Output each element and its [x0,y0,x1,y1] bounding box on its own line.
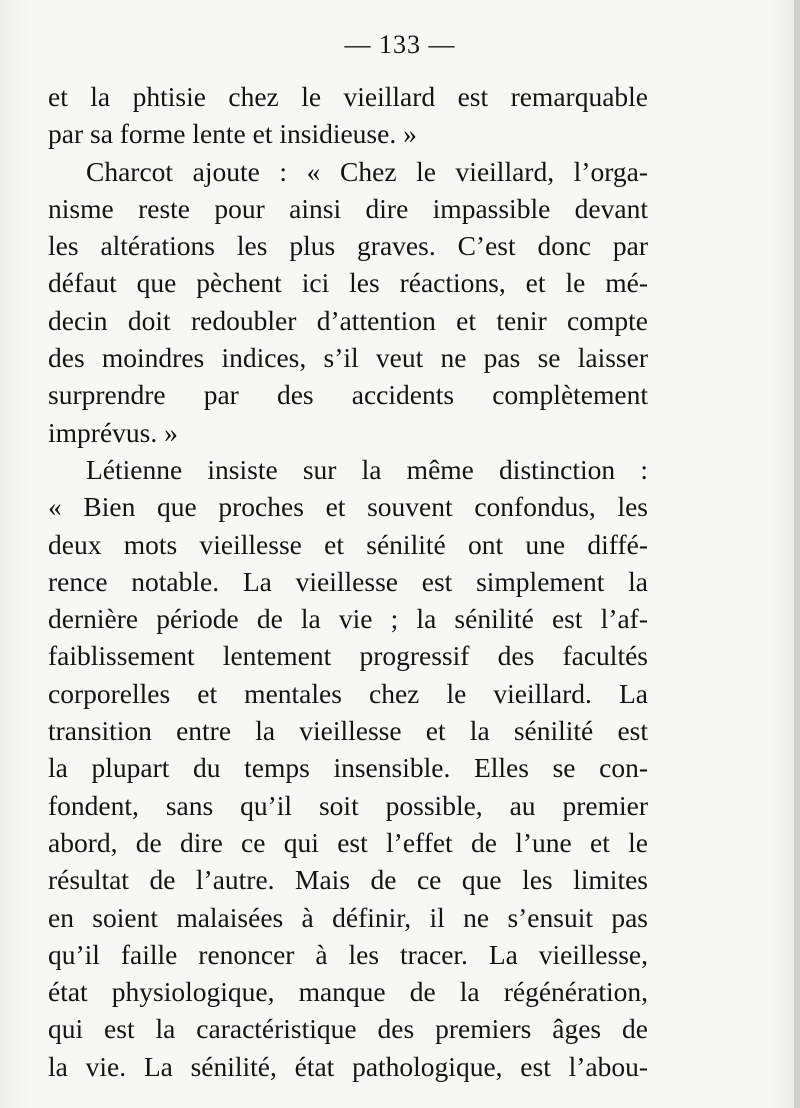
text-line: en soient malaisées à définir, il ne s’ensuit pas [48,901,648,933]
text-line: fondent, sans qu’il soit possible, au premier [48,789,648,821]
text-line: faiblissement lentement progressif des facultés [48,640,648,672]
text-line: la vie. La sénilité, état pathologique, est l’abou- [48,1050,648,1082]
text-line: Létienne insiste sur la même distinction : [86,453,648,485]
text-line: résultat de l’autre. Mais de ce que les limites [48,864,648,896]
text-line: des moindres indices, s’il veut ne pas se laisser [48,342,648,374]
text-line: abord, de dire ce qui est l’effet de l’une et le [48,826,648,858]
text-line: corporelles et mentales chez le vieillard. La [48,677,648,709]
text-line: les altérations les plus graves. C’est donc par [48,230,648,262]
text-line: défaut que pèchent ici les réactions, et le mé- [48,267,648,299]
text-line: qu’il faille renoncer à les tracer. La vieillesse, [48,938,648,970]
text-line: dernière période de la vie ; la sénilité est l’af- [48,603,648,635]
text-line: transition entre la vieillesse et la sénilité est [48,715,648,747]
text-line: deux mots vieillesse et sénilité ont une diffé- [48,528,648,560]
page-number: — 133 — [344,30,456,59]
text-line: nisme reste pour ainsi dire impassible devant [48,192,648,224]
text-line: rence notable. La vieillesse est simplement la [48,565,648,597]
page-edge-shadow [794,0,800,1108]
text-line: surprendre par des accidents complètement [48,379,648,411]
text-line: qui est la caractéristique des premiers âges de [48,1013,648,1045]
body-text [48,78,648,1085]
text-line: par sa forme lente et insidieuse. » [48,118,417,150]
text-line: et la phtisie chez le vieillard est remarquable [48,81,648,112]
text-line: decin doit redoubler d’attention et tenir compte [48,304,648,336]
text-line: imprévus. » [48,416,178,448]
text-line: « Bien que proches et souvent confondus, les [48,491,648,523]
text-line: état physiologique, manque de la régénération, [48,976,648,1008]
text-line: Charcot ajoute : « Chez le vieillard, l’orga- [86,155,648,187]
text-line: la plupart du temps insensible. Elles se con- [48,752,648,784]
